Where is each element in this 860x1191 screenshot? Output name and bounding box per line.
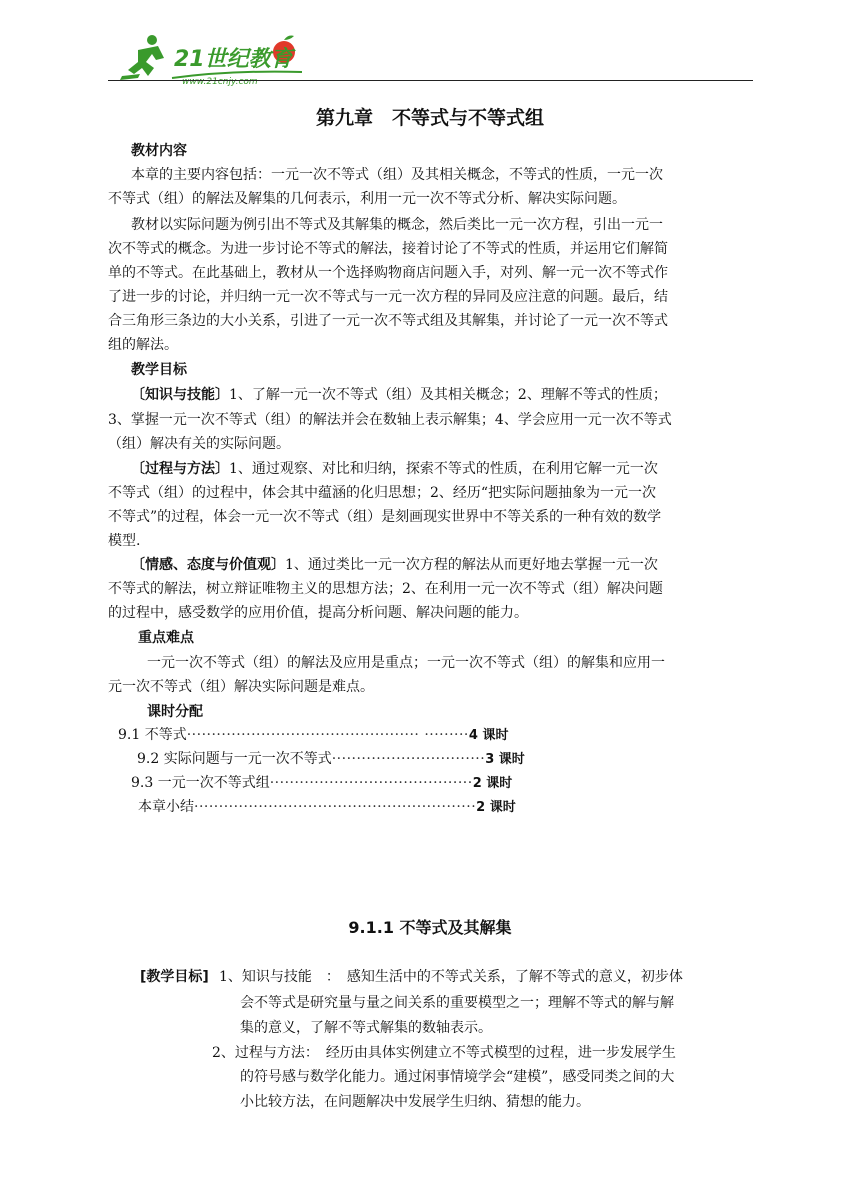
knowledge-text: 1、了解一元一次不等式（组）及其相关概念；2、理解不等式的性质； bbox=[229, 387, 667, 403]
emotion-text: 1、通过类比一元一次方程的解法从而更好地去掌握一元一次 bbox=[285, 557, 658, 573]
content-line: 了进一步的讨论，并归纳一元一次不等式与一元一次方程的异同及应注意的问题。最后，结 bbox=[108, 289, 668, 305]
content-line: 合三角形三条边的大小关系，引进了一元一次不等式组及其解集，并讨论了一元一次不等式 bbox=[108, 313, 668, 329]
chapter-title: 第九章 不等式与不等式组 bbox=[315, 107, 544, 129]
logo-url: www.21cnjy.com bbox=[182, 77, 258, 87]
logo-text: 21世纪教育 bbox=[174, 47, 293, 72]
schedule-hours: 3 课时 bbox=[485, 752, 525, 767]
goal-knowledge-line bbox=[131, 384, 667, 404]
schedule-label: 本章小结 bbox=[138, 799, 194, 815]
goal-process-line: 不等式”的过程，体会一元一次不等式（组）是刻画现实世界中不等关系的一种有效的数学 bbox=[108, 509, 662, 525]
section-goal-line: 的符号感与数学化能力。通过闲事情境学会“建模”，感受同类之间的大 bbox=[240, 1069, 675, 1085]
schedule-dots: ··············································· ········· bbox=[186, 727, 469, 743]
process-label: 〔过程与方法〕 bbox=[131, 461, 229, 477]
schedule-row bbox=[138, 796, 516, 816]
site-logo bbox=[112, 28, 312, 88]
schedule-hours: 4 课时 bbox=[468, 728, 509, 743]
goal-knowledge-line: （组）解决有关的实际问题。 bbox=[108, 436, 290, 452]
goal-process-line bbox=[131, 458, 658, 478]
goal-emotion-line: 的过程中，感受数学的应用价值，提高分析问题、解决问题的能力。 bbox=[108, 605, 528, 621]
process-text: 1、通过观察、对比和归纳，探索不等式的性质，在利用它解一元一次 bbox=[229, 461, 658, 477]
goal-knowledge-line: 3、掌握一元一次不等式（组）的解法并会在数轴上表示解集；4、学会应用一元一次不等式 bbox=[108, 412, 672, 428]
content-line: 本章的主要内容包括：一元一次不等式（组）及其相关概念，不等式的性质，一元一次 bbox=[131, 167, 663, 183]
goal-process-line: 模型. bbox=[108, 533, 141, 549]
content-line: 次不等式的概念。为进一步讨论不等式的解法，接着讨论了不等式的性质，并运用它们解简 bbox=[108, 241, 668, 257]
schedule-hours: 2 课时 bbox=[472, 776, 513, 791]
schedule-heading: 课时分配 bbox=[147, 704, 203, 720]
schedule-row bbox=[118, 724, 508, 744]
schedule-label: 9.1 不等式 bbox=[118, 727, 187, 743]
schedule-dots: ········································· bbox=[269, 775, 473, 791]
emotion-label: 〔情感、态度与价值观〕 bbox=[131, 557, 285, 573]
goals-heading: 教学目标 bbox=[131, 362, 187, 378]
section-goal-line: 会不等式是研究量与量之间关系的重要模型之一；理解不等式的解与解 bbox=[240, 995, 674, 1011]
goal-emotion-line bbox=[131, 554, 658, 574]
keypoints-heading: 重点难点 bbox=[138, 630, 194, 646]
content-line: 组的解法。 bbox=[108, 337, 178, 353]
section-goal-line: 集的意义，了解不等式解集的数轴表示。 bbox=[240, 1020, 492, 1036]
content-line: 教材以实际问题为例引出不等式及其解集的概念，然后类比一元一次方程，引出一元一 bbox=[131, 217, 663, 233]
content-line: 不等式（组）的解法及解集的几何表示，利用一元一次不等式分析、解决实际问题。 bbox=[108, 191, 626, 207]
section-goal-line: 2、过程与方法： 经历由具体实例建立不等式模型的过程，进一步发展学生 bbox=[212, 1045, 676, 1061]
schedule-row bbox=[137, 748, 525, 768]
schedule-dots: ······························· bbox=[331, 751, 486, 767]
goal-emotion-line: 不等式的解法，树立辩证唯物主义的思想方法；2、在利用一元一次不等式（组）解决问题 bbox=[108, 581, 663, 597]
header-rule bbox=[108, 80, 753, 81]
section-goal-label: [教学目标] bbox=[140, 969, 209, 985]
schedule-label: 9.2 实际问题与一元一次不等式 bbox=[137, 751, 332, 767]
keypoints-line: 一元一次不等式（组）的解法及应用是重点；一元一次不等式（组）的解集和应用一 bbox=[147, 655, 665, 671]
content-line: 单的不等式。在此基础上，教材从一个选择购物商店问题入手，对列、解一元一次不等式作 bbox=[108, 265, 668, 281]
schedule-dots: ························································· bbox=[194, 799, 477, 815]
section-title: 9.1.1 不等式及其解集 bbox=[348, 918, 512, 937]
schedule-hours: 2 课时 bbox=[476, 800, 516, 815]
schedule-row bbox=[131, 772, 512, 792]
knowledge-label: 〔知识与技能〕 bbox=[131, 387, 229, 403]
section-goal-line: 小比较方法，在问题解决中发展学生归纳、猜想的能力。 bbox=[240, 1094, 590, 1110]
schedule-label: 9.3 一元一次不等式组 bbox=[131, 775, 270, 791]
keypoints-line: 元一次不等式（组）解决实际问题是难点。 bbox=[108, 679, 374, 695]
goal-process-line: 不等式（组）的过程中，体会其中蕴涵的化归思想；2、经历“把实际问题抽象为一元一次 bbox=[108, 485, 657, 501]
content-heading: 教材内容 bbox=[131, 143, 187, 159]
section-goal-line: 1、知识与技能 ： 感知生活中的不等式关系，了解不等式的意义，初步体 bbox=[219, 969, 683, 985]
